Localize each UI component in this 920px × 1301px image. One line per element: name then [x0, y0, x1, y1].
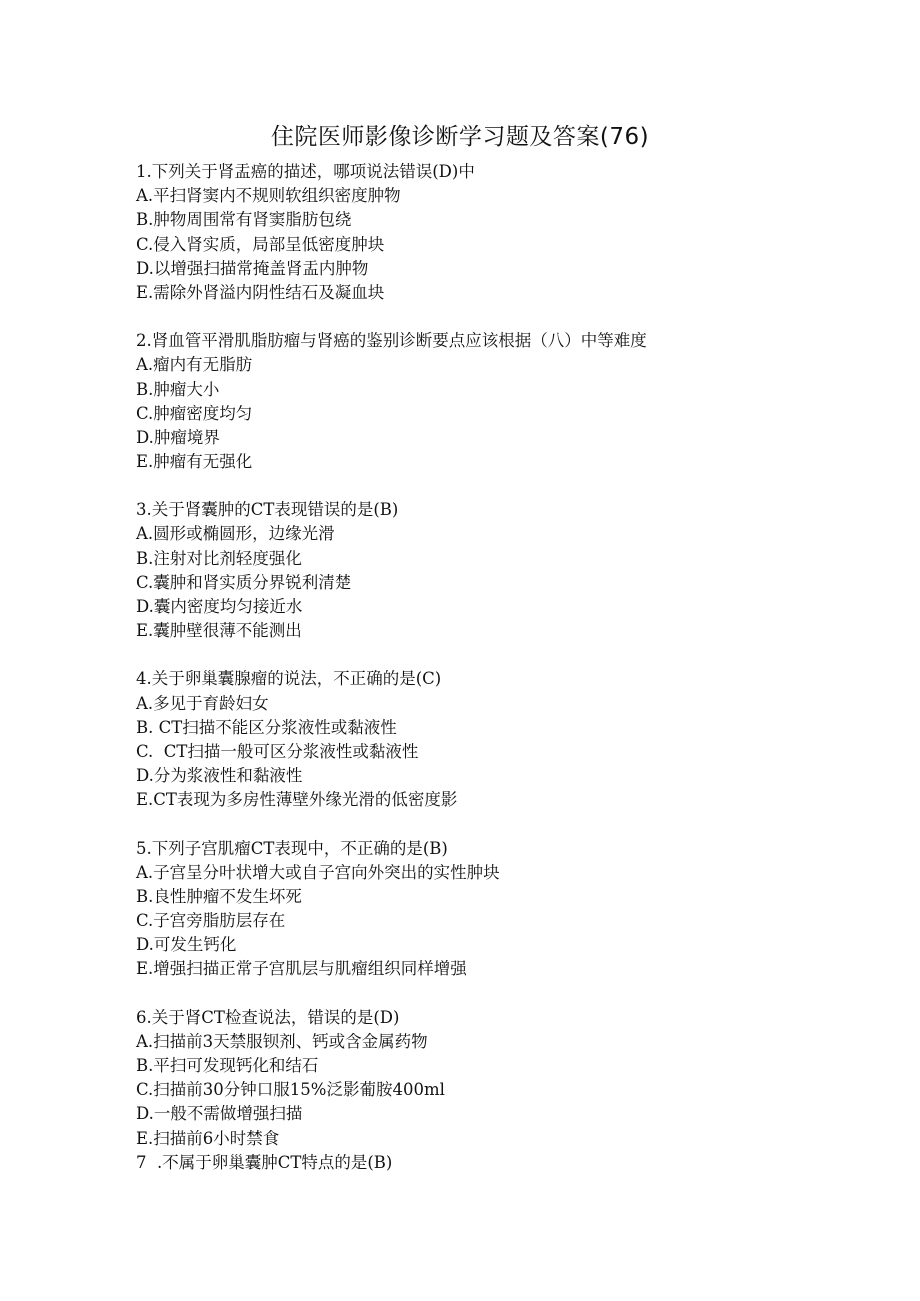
- answer-option: A.扫描前3天禁服钡剂、钙或含金属药物: [136, 1031, 428, 1051]
- question-stem: 7 .不属于卵巢囊肿CT特点的是(B): [136, 1152, 393, 1172]
- question-4: [136, 667, 836, 812]
- answer-option: E.扫描前6小时禁食: [136, 1128, 280, 1148]
- question-7: [136, 1151, 836, 1175]
- question-stem: 5.下列子宫肌瘤CT表现中，不正确的是(B): [136, 838, 448, 858]
- answer-option: B.肿物周围常有肾窦脂肪包绕: [136, 210, 352, 230]
- answer-option: E.囊肿壁很薄不能测出: [136, 621, 302, 641]
- answer-option: A.圆形或椭圆形，边缘光滑: [136, 524, 335, 544]
- answer-option: C.囊肿和肾实质分界锐利清楚: [136, 572, 352, 592]
- answer-option: B.平扫可发现钙化和结石: [136, 1056, 319, 1075]
- question-stem: 4.关于卵巢囊腺瘤的说法，不正确的是(C): [136, 669, 442, 689]
- answer-option: C.扫描前30分钟口服15%泛影葡胺400ml: [136, 1080, 445, 1100]
- question-stem: 6.关于肾CT检查说法，错误的是(D): [136, 1007, 400, 1027]
- answer-option: D.囊内密度均匀接近水: [136, 597, 303, 616]
- answer-option: B. CT扫描不能区分浆液性或黏液性: [136, 717, 397, 737]
- answer-option: A.多见于育龄妇女: [136, 693, 269, 713]
- question-3: [136, 498, 836, 643]
- answer-option: E.肿瘤有无强化: [136, 452, 253, 472]
- answer-option: D.以增强扫描常掩盖肾盂内肿物: [136, 258, 369, 278]
- question-6: [136, 1006, 836, 1151]
- answer-option: D.一般不需做增强扫描: [136, 1104, 303, 1124]
- question-stem: 2.肾血管平滑肌脂肪瘤与肾癌的鉴别诊断要点应该根据（八）中等难度: [136, 331, 647, 351]
- question-stem: 1.下列关于肾盂癌的描述，哪项说法错误(D)中: [136, 162, 475, 181]
- answer-option: B.注射对比剂轻度强化: [136, 548, 302, 568]
- question-list: [136, 160, 836, 1175]
- answer-option: D.肿瘤境界: [136, 427, 220, 447]
- question-1: [136, 160, 836, 305]
- answer-option: A.瘤内有无脂肪: [136, 355, 253, 375]
- answer-option: B.良性肿瘤不发生坏死: [136, 886, 302, 906]
- answer-option: C.肿瘤密度均匀: [136, 403, 253, 423]
- answer-option: D.可发生钙化: [136, 935, 237, 955]
- answer-option: C. CT扫描一般可区分浆液性或黏液性: [136, 741, 419, 761]
- answer-option: A.平扫肾窦内不规则软组织密度肿物: [136, 186, 401, 206]
- answer-option: C.子宫旁脂肪层存在: [136, 911, 286, 931]
- question-2: [136, 329, 836, 474]
- answer-option: A.子宫呈分叶状增大或自子宫向外突出的实性肿块: [136, 862, 500, 882]
- answer-option: E.CT表现为多房性薄壁外缘光滑的低密度影: [136, 790, 458, 810]
- answer-option: B.肿瘤大小: [136, 379, 220, 399]
- question-5: [136, 837, 836, 982]
- page-title: 住院医师影像诊断学习题及答案(76): [270, 124, 650, 150]
- answer-option: D.分为浆液性和黏液性: [136, 766, 303, 786]
- answer-option: C.侵入肾实质，局部呈低密度肿块: [136, 234, 385, 254]
- answer-option: E.增强扫描正常子宫肌层与肌瘤组织同样增强: [136, 959, 467, 979]
- answer-option: E.需除外肾溢内阴性结石及凝血块: [136, 282, 385, 302]
- question-stem: 3.关于肾囊肿的CT表现错误的是(B): [136, 500, 399, 520]
